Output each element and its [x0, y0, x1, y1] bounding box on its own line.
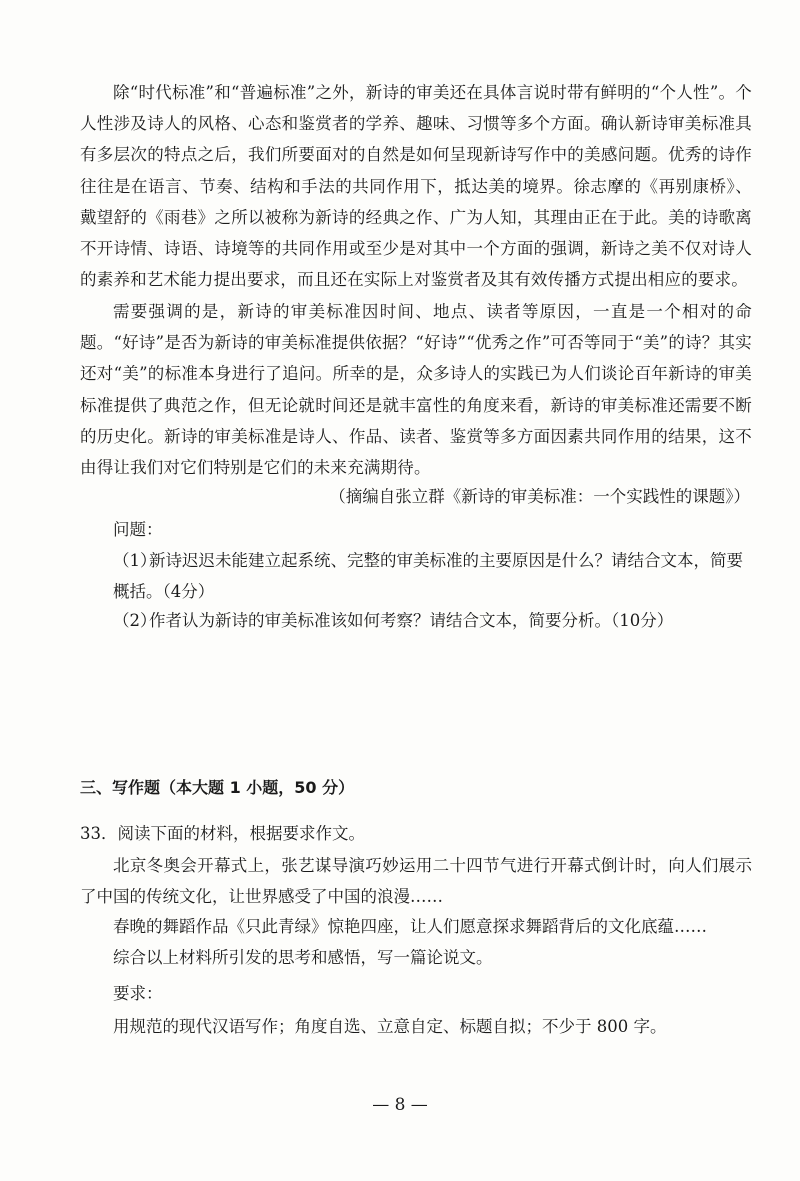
writing-section-title: 三、写作题（本大题 1 小题，50 分）	[80, 778, 355, 797]
article-paragraph-2: 需要强调的是，新诗的审美标准因时间、地点、读者等原因，一直是一个相对的命题。“好诗”是否为新诗的审美标准提供依据？“好诗”“优秀之作”可否等同于“美”的诗？其实还对“美”的标准本身进行了追问。所幸的是，众多诗人的实践已为人们谈论百年新诗的审美标准提供了典范之作，但无论就时间还是就丰富性的角度来看，新诗的审美标准还需要不断的历史化。新诗的审美标准是诗人、作品、读者、鉴赏等多方面因素共同作用的结果，这不由得让我们对它们特别是它们的未来充满期待。	[80, 302, 752, 478]
question-1-text: 新诗迟迟未能建立起系统、完整的审美标准的主要原因是什么？请结合文本，简要概括。（4分）	[113, 551, 743, 601]
article-source-citation: （摘编自张立群《新诗的审美标准：一个实践性的课题》）	[329, 487, 750, 506]
writing-requirements-label: 要求：	[113, 984, 163, 1003]
question-1-number: （1）	[113, 551, 157, 570]
writing-instruction: 综合以上材料所引发的思考和感悟，写一篇论说文。	[113, 948, 493, 967]
writing-material-1: 北京冬奥会开幕式上，张艺谋导演巧妙运用二十四节气进行开幕式倒计时，向人们展示了中国的传统文化，让世界感受了中国的浪漫……	[80, 856, 752, 906]
page-number: — 8 —	[372, 1095, 428, 1115]
writing-requirements: 用规范的现代汉语写作；角度自选、立意自定、标题自拟；不少于 800 字。	[113, 1017, 667, 1036]
question-2-text: 作者认为新诗的审美标准该如何考察？请结合文本，简要分析。（10分）	[149, 611, 674, 630]
question-2	[113, 605, 753, 636]
writing-question: 33．阅读下面的材料，根据要求作文。	[80, 824, 365, 843]
question-2-number: （2）	[113, 611, 157, 630]
writing-material-2: 春晚的舞蹈作品《只此青绿》惊艳四座，让人们愿意探求舞蹈背后的文化底蕴……	[113, 917, 707, 936]
questions-label: 问题：	[113, 520, 163, 539]
article-paragraph-1: 除“时代标准”和“普遍标准”之外，新诗的审美还在具体言说时带有鲜明的“个人性”。个人性涉及诗人的风格、心态和鉴赏者的学养、趣味、习惯等多个方面。确认新诗审美标准具有多层次的特点之后，我们所要面对的自然是如何呈现新诗写作中的美感问题。优秀的诗作往往是在语言、节奏、结构和手法的共同作用下，抵达美的境界。徐志摩的《再别康桥》、戴望舒的《雨巷》之所以被称为新诗的经典之作、广为人知，其理由正在于此。美的诗歌离不开诗情、诗语、诗境等的共同作用或至少是对其中一个方面的强调，新诗之美不仅对诗人的素养和艺术能力提出要求，而且还在实际上对鉴赏者及其有效传播方式提出相应的要求。	[80, 83, 752, 290]
question-1	[113, 545, 753, 607]
